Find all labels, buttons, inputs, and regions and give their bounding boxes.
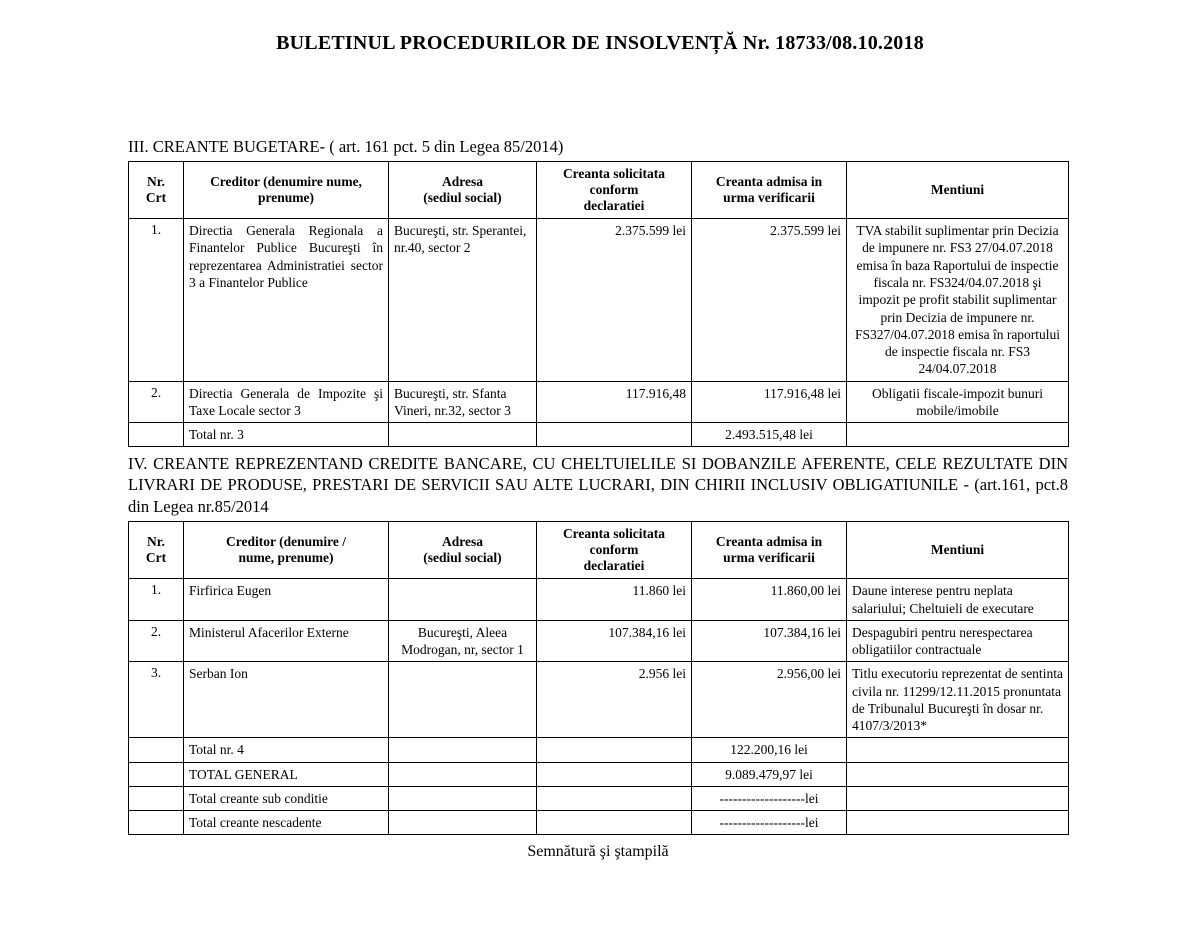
- cell-adresa: Bucureşti, str. Sperantei, nr.40, sector 2: [389, 219, 537, 381]
- cell-creanta-solicitata: [537, 786, 692, 810]
- cell-creanta-solicitata: 2.375.599 lei: [537, 219, 692, 381]
- table-row: [129, 579, 1069, 621]
- col-header-creanta-admisa: Creanta admisa in urma verificarii: [692, 521, 847, 579]
- cell-mentiuni: Titlu executoriu reprezentat de sentinta civila nr. 11299/12.11.2015 pronuntata de Tribunalul Bucureşti în dosar nr. 4107/3/2013*: [847, 662, 1069, 738]
- cell-nr: 1.: [129, 219, 184, 381]
- document-content: [128, 137, 1068, 861]
- signature-line: Semnătură şi ştampilă: [527, 843, 669, 861]
- cell-creanta-solicitata: 2.956 lei: [537, 662, 692, 738]
- cell-creditor: Directia Generala de Impozite şi Taxe Locale sector 3: [184, 381, 389, 423]
- cell-mentiuni: Obligatii fiscale-impozit bunuri mobile/imobile: [847, 381, 1069, 423]
- cell-creditor: Directia Generala Regionala a Finantelor Publice Bucureşti în reprezentarea Administratiei sector 3 a Finantelor Publice: [184, 219, 389, 381]
- cell-creanta-admisa: 2.956,00 lei: [692, 662, 847, 738]
- cell-nr: 1.: [129, 579, 184, 621]
- section-4-heading: IV. CREANTE REPREZENTAND CREDITE BANCARE, CU CHELTUIELILE SI DOBANZILE AFERENTE, CELE REZULTATE DIN LIVRARI DE PRODUSE, PRESTARI DE SERVICII SAU ALTE LUCRARI, DIN CHIRII INCLUSIV OBLIGATIUNILE - (art.161, pct.8 din Legea nr.85/2014: [128, 454, 1068, 516]
- cell-mentiuni: Despagubiri pentru nerespectarea obligatiilor contractuale: [847, 620, 1069, 662]
- cell-total-label: Total creante sub conditie: [184, 786, 389, 810]
- col-header-nr-crt: Nr. Crt: [129, 521, 184, 579]
- cell-creanta-solicitata: 11.860 lei: [537, 579, 692, 621]
- cell-creditor: Serban Ion: [184, 662, 389, 738]
- cell-mentiuni: [847, 811, 1069, 835]
- cell-total-admisa: -------------------lei: [692, 786, 847, 810]
- cell-creanta-solicitata: [537, 811, 692, 835]
- table-row: [129, 219, 1069, 381]
- table-row: [129, 662, 1069, 738]
- cell-total-label: Total nr. 3: [184, 423, 389, 447]
- col-header-mentiuni: Mentiuni: [847, 161, 1069, 219]
- table-total-row: [129, 738, 1069, 762]
- cell-nr: [129, 811, 184, 835]
- cell-nr: [129, 786, 184, 810]
- cell-adresa: Bucureşti, Aleea Modrogan, nr, sector 1: [389, 620, 537, 662]
- cell-mentiuni: [847, 423, 1069, 447]
- table-row: [129, 381, 1069, 423]
- section-3-heading: III. CREANTE BUGETARE- ( art. 161 pct. 5 din Legea 85/2014): [128, 137, 564, 156]
- cell-adresa: [389, 762, 537, 786]
- col-header-creditor: Creditor (denumire nume, prenume): [184, 161, 389, 219]
- col-header-adresa: Adresa (sediul social): [389, 521, 537, 579]
- cell-creanta-admisa: 117.916,48 lei: [692, 381, 847, 423]
- cell-adresa: [389, 786, 537, 810]
- table-row: [129, 620, 1069, 662]
- cell-creanta-solicitata: 107.384,16 lei: [537, 620, 692, 662]
- cell-creanta-solicitata: [537, 738, 692, 762]
- cell-total-label: Total creante nescadente: [184, 811, 389, 835]
- table-total-row: [129, 811, 1069, 835]
- table-creante-credite-bancare: [128, 521, 1069, 836]
- cell-adresa: [389, 579, 537, 621]
- cell-total-admisa: 9.089.479,97 lei: [692, 762, 847, 786]
- cell-total-admisa: -------------------lei: [692, 811, 847, 835]
- col-header-mentiuni: Mentiuni: [847, 521, 1069, 579]
- col-header-creditor: Creditor (denumire / nume, prenume): [184, 521, 389, 579]
- cell-nr: 2.: [129, 620, 184, 662]
- cell-nr: 3.: [129, 662, 184, 738]
- cell-creanta-solicitata: 117.916,48: [537, 381, 692, 423]
- cell-creditor: Firfirica Eugen: [184, 579, 389, 621]
- cell-total-label: TOTAL GENERAL: [184, 762, 389, 786]
- col-header-creanta-solicitata: Creanta solicitata conform declaratiei: [537, 161, 692, 219]
- cell-creanta-admisa: 11.860,00 lei: [692, 579, 847, 621]
- cell-nr: [129, 738, 184, 762]
- table-header-row: [129, 161, 1069, 219]
- cell-adresa: [389, 811, 537, 835]
- col-header-creanta-admisa: Creanta admisa in urma verificarii: [692, 161, 847, 219]
- cell-creanta-solicitata: [537, 423, 692, 447]
- cell-mentiuni: TVA stabilit suplimentar prin Decizia de impunere nr. FS3 27/04.07.2018 emisa în baza Raportului de inspectie fiscala nr. FS324/04.07.2018 şi impozit pe profit stabilit suplimentar prin Decizia de impunere nr. FS327/04.07.2018 emisa în raportului de inspectie fiscala nr. FS3 24/04.07.2018: [847, 219, 1069, 381]
- table-header-row: [129, 521, 1069, 579]
- cell-mentiuni: [847, 762, 1069, 786]
- cell-total-admisa: 122.200,16 lei: [692, 738, 847, 762]
- page-title: BULETINUL PROCEDURILOR DE INSOLVENȚĂ Nr. 18733/08.10.2018: [276, 32, 924, 54]
- cell-nr: [129, 423, 184, 447]
- table-creante-bugetare: [128, 161, 1069, 448]
- cell-mentiuni: [847, 786, 1069, 810]
- cell-nr: 2.: [129, 381, 184, 423]
- col-header-adresa: Adresa (sediul social): [389, 161, 537, 219]
- table-total-row: [129, 786, 1069, 810]
- document-page: [0, 32, 1200, 932]
- table-total-row: [129, 762, 1069, 786]
- cell-total-admisa: 2.493.515,48 lei: [692, 423, 847, 447]
- col-header-nr-crt: Nr. Crt: [129, 161, 184, 219]
- cell-creanta-admisa: 107.384,16 lei: [692, 620, 847, 662]
- cell-creditor: Ministerul Afacerilor Externe: [184, 620, 389, 662]
- cell-adresa: [389, 662, 537, 738]
- cell-adresa: Bucureşti, str. Sfanta Vineri, nr.32, sector 3: [389, 381, 537, 423]
- cell-nr: [129, 762, 184, 786]
- cell-adresa: [389, 423, 537, 447]
- cell-adresa: [389, 738, 537, 762]
- table-total-row: [129, 423, 1069, 447]
- cell-creanta-admisa: 2.375.599 lei: [692, 219, 847, 381]
- cell-creanta-solicitata: [537, 762, 692, 786]
- cell-total-label: Total nr. 4: [184, 738, 389, 762]
- cell-mentiuni: Daune interese pentru neplata salariului; Cheltuieli de executare: [847, 579, 1069, 621]
- cell-mentiuni: [847, 738, 1069, 762]
- col-header-creanta-solicitata: Creanta solicitata conform declaratiei: [537, 521, 692, 579]
